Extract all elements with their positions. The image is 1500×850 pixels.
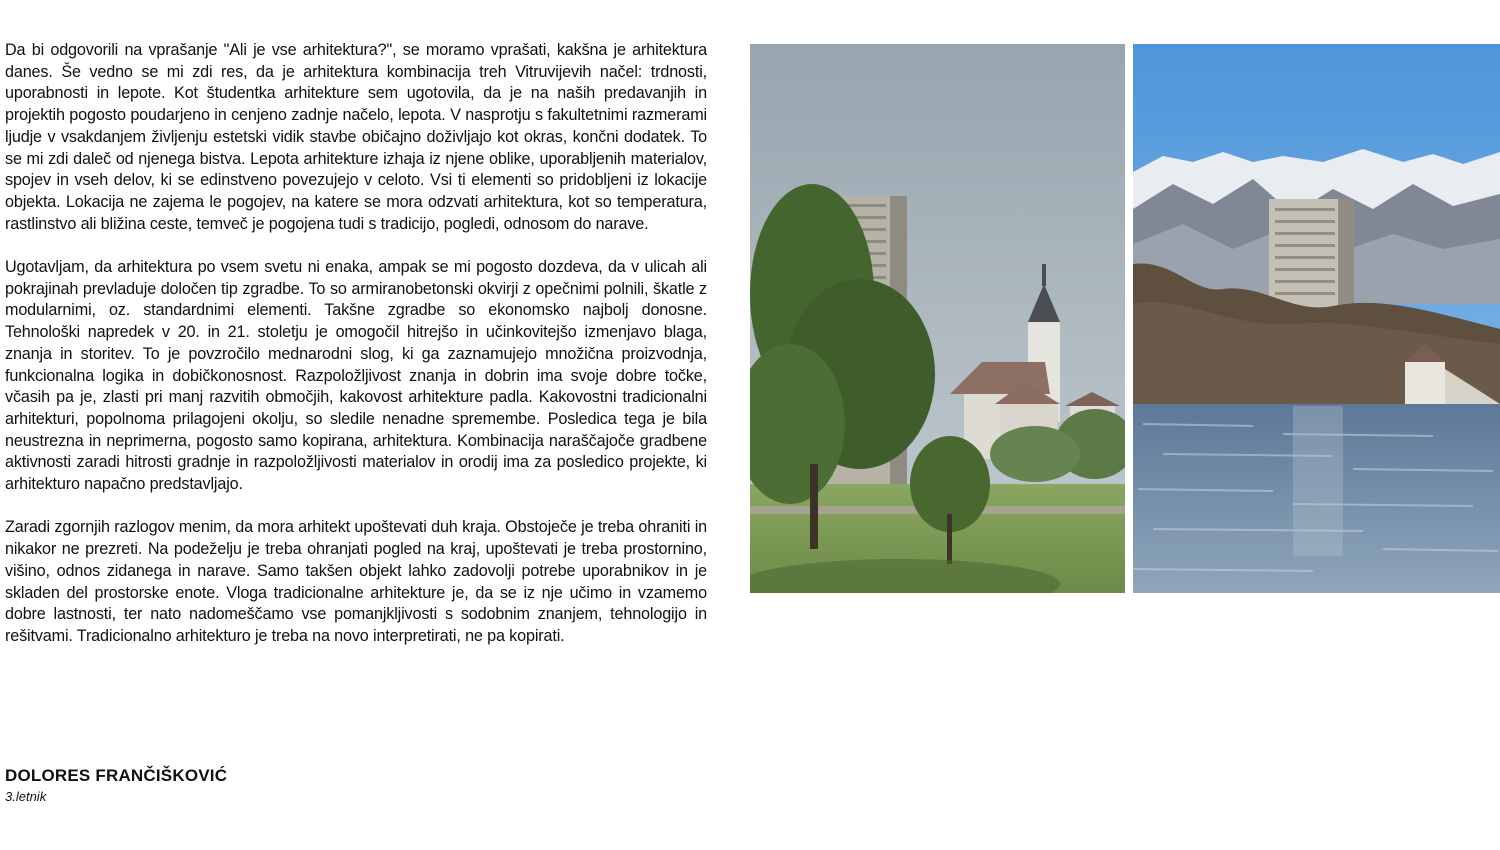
paragraph-1: Da bi odgovorili na vprašanje "Ali je vse arhitektura?", se moramo vprašati, kakšna je arhitektura danes. Še vedno se mi zdi res, da je arhitektura kombinacija treh Vitruvijevih načel: trdnosti, uporabnosti in lepote. Kot študentka arhitekture sem ugotovila, da je na naših predavanjih in projektih pogosto poudarjeno in cenjeno zadnje načelo, lepota. V nasprotju s fakultetnimi razmerami ljudje v vsakdanjem življenju estetski vidik stavbe običajno doživljajo kot okras, končni dodatek. To se mi zdi daleč od njenega bistva. Lepota arhitekture izhaja iz njene oblike, uporabljenih materialov, spojev in vseh delov, ki se edinstveno povezujejo v celoto. Vsi ti elementi so pridobljeni iz lokacije objekta. Lokacija ne zajema le pogojev, na katere se mora odzvati arhitektura, kot so temperatura, rastlinstvo ali bližina ceste, temveč je pogojena tudi s tradicijo, pogledi, odnosom do narave. — [5, 41, 707, 233]
author-name: DOLORES FRANČIŠKOVIĆ — [5, 766, 228, 785]
paragraph-3: Zaradi zgornjih razlogov menim, da mora arhitekt upoštevati duh kraja. Obstoječe je treba ohraniti in nikakor ne prezreti. Na podeželju je treba ohranjati pogled na kraj, upoštevati je treba prostornino, višino, odnos zidanega in narave. Samo takšen objekt lahko zadovolji potrebe uporabnikov in je skladen del prostorske enote. Vloga tradicionalne arhitekture je, da se iz nje učimo in vzamemo dobre lastnosti, ter nato nadomeščamo vse pomanjkljivosti s sodobnim znanjem, tehnologijo in rešitvami. Tradicionalno arhitekturo je treba na novo interpretirati, ne pa kopirati. — [5, 518, 707, 645]
paragraph-2: Ugotavljam, da arhitektura po vsem svetu ni enaka, ampak se mi pogosto dozdeva, da v ulicah ali pokrajinah prevladuje določen tip zgradbe. To so armiranobetonski okvirji z opečnimi polnili, škatle z modularnimi, oz. standardnimi elementi. Takšne zgradbe so ekonomsko najbolj donosne. Tehnološki napredek v 20. in 21. stoletju je omogočil hitrejšo in učinkovitejšo izmenjavo blaga, znanja in storitev. To je povzročilo mednarodni slog, ki ga zaznamujejo množična proizvodnja, funkcionalna logika in dobičkonosnost. Razpoložljivost znanja in dobrin ima svoje dobre točke, včasih pa je, zlasti pri manj razvitih območjih, kakovost arhitekture padla. Kakovostni tradicionalni arhitekturi, popolnoma prilagojeni okolju, so sledile nenadne spremembe. Posledica tega je bila neustrezna in neprimerna, pogosto samo kopirana, arhitektura. Kombinacija naraščajoče gradbene aktivnosti zaradi hitrosti gradnje in razpoložljivosti materialov in orodij ima za posledico projekte, ki arhitekturo napačno predstavljajo. — [5, 258, 707, 494]
photo-tower-park — [750, 44, 1125, 593]
author-year: 3.letnik — [5, 789, 47, 804]
photo-tower-lake-image — [1133, 44, 1500, 593]
photo-tower-lake — [1133, 44, 1500, 593]
article-body — [5, 40, 707, 669]
photo-tower-park-image — [750, 44, 1125, 593]
